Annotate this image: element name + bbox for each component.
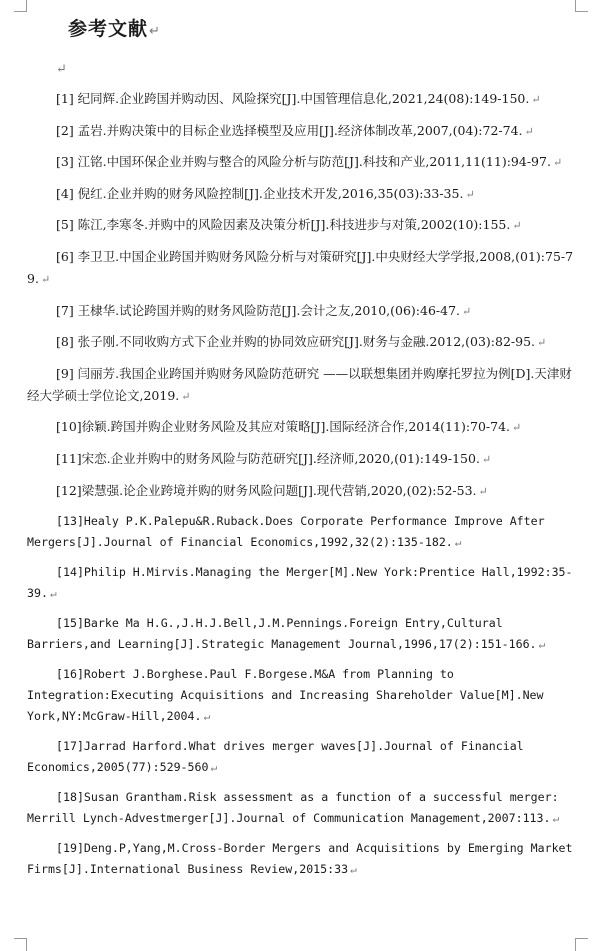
paragraph-mark-icon: ↵: [56, 62, 67, 77]
reference-item-11: [27, 448, 583, 471]
paragraph-mark-icon: ↵: [40, 272, 51, 286]
reference-text: [15]Barke Ma H.G.,J.H.J.Bell,J.M.Pennings.Foreign Entry,Cultural Barriers,and Learning[J].Strategic Management Journal,1996,17(2):151-166.: [27, 616, 537, 652]
reference-item-17: [27, 736, 583, 778]
page-corner-top-right: [575, 0, 588, 12]
reference-text: [14]Philip H.Mirvis.Managing the Merger[M].New York:Prentice Hall,1992:35-39.: [27, 565, 573, 601]
references-title: 参考文献: [68, 18, 149, 40]
paragraph-mark-icon: ↵: [210, 761, 218, 775]
reference-item-7: [27, 300, 583, 323]
reference-text: [7] 王棣华.试论跨国并购的财务风险防范[J].会计之友,2010,(06):46-47.: [56, 302, 461, 318]
reference-item-2: [27, 120, 583, 143]
references-heading: [68, 14, 161, 41]
reference-item-8: [27, 331, 583, 354]
paragraph-mark-icon: ↵: [552, 156, 563, 170]
reference-text: [1] 纪同辉.企业跨国并购动因、风险探究[J].中国管理信息化,2021,24(08):149-150.: [56, 91, 530, 106]
paragraph-mark-icon: ↵: [149, 24, 161, 39]
reference-item-14: [27, 562, 583, 604]
reference-text: [12]梁慧强.论企业跨境并购的财务风险问题[J].现代营销,2020,(02):52-53.: [56, 482, 477, 498]
empty-paragraph: [56, 62, 67, 77]
page-corner-top-left: [14, 0, 27, 12]
paragraph-mark-icon: ↵: [478, 484, 488, 498]
paragraph-mark-icon: ↵: [512, 219, 522, 233]
paragraph-mark-icon: ↵: [538, 638, 546, 652]
reference-text: [16]Robert J.Borghese.Paul F.Borgese.M&A from Planning to Integration:Executing Acquisitions and Increasing Shareholder Value[M].New York,NY:McGraw-Hill,2004.: [27, 667, 544, 724]
page-corner-bottom-right: [575, 938, 588, 951]
reference-item-18: [27, 787, 583, 829]
reference-text: [17]Jarrad Harford.What drives merger waves[J].Journal of Financial Economics,2005(77):529-560: [27, 739, 524, 775]
paragraph-mark-icon: ↵: [350, 863, 357, 877]
reference-text: [9] 闫丽芳.我国企业跨国并购财务风险防范研究 ——以联想集团并购摩托罗拉为例[D].天津财经大学硕士学位论文,2019.: [27, 365, 572, 403]
reference-list: [27, 88, 583, 889]
paragraph-mark-icon: ↵: [524, 124, 534, 138]
paragraph-mark-icon: ↵: [462, 304, 472, 318]
reference-text: [18]Susan Grantham.Risk assessment as a function of a successful merger: Merrill Lynch-Advestmerger[J].Journal of Communication Management,2007:113.: [27, 790, 559, 826]
page-corner-bottom-left: [14, 938, 27, 951]
reference-item-9: [27, 363, 583, 408]
paragraph-mark-icon: ↵: [537, 336, 547, 350]
reference-text: [3] 江铭.中国环保企业并购与整合的风险分析与防范[J].科技和产业,2011,11(11):94-97.: [56, 154, 551, 170]
reference-text: [8] 张子刚.不同收购方式下企业并购的协同效应研究[J].财务与金融.2012,(03):82-95.: [56, 334, 536, 350]
paragraph-mark-icon: ↵: [531, 93, 541, 106]
reference-text: [11]宋恋.企业并购中的财务风险与防范研究[J].经济师,2020,(01):149-150.: [56, 450, 480, 466]
reference-item-13: [27, 511, 583, 553]
reference-text: [19]Deng.P,Yang,M.Cross-Border Mergers and Acquisitions by Emerging Market Firms[J].International Business Review,2015:33: [27, 841, 573, 877]
paragraph-mark-icon: ↵: [454, 536, 462, 550]
reference-item-10: [27, 416, 583, 439]
reference-item-19: [27, 838, 583, 880]
reference-text: [6] 李卫卫.中国企业跨国并购财务风险分析与对策研究[J].中央财经大学学报,2008,(01):75-79.: [27, 248, 574, 286]
paragraph-mark-icon: ↵: [481, 452, 492, 466]
reference-text: [2] 孟岩.并购决策中的目标企业选择模型及应用[J].经济体制改革,2007,(04):72-74.: [56, 122, 523, 138]
reference-item-15: [27, 613, 583, 655]
reference-item-4: [27, 183, 583, 206]
reference-text: [5] 陈江,李寒冬.并购中的风险因素及决策分析[J].科技进步与对策,2002(10):155.: [56, 217, 511, 233]
reference-item-3: [27, 151, 583, 174]
paragraph-mark-icon: ↵: [49, 587, 57, 601]
reference-item-6: [27, 246, 583, 291]
paragraph-mark-icon: ↵: [181, 389, 191, 403]
paragraph-mark-icon: ↵: [203, 710, 211, 724]
reference-text: [13]Healy P.K.Palepu&R.Ruback.Does Corporate Performance Improve After Mergers[J].Journal of Financial Economics,1992,32(2):135-182.: [27, 514, 545, 550]
reference-item-16: [27, 664, 583, 727]
paragraph-mark-icon: ↵: [465, 187, 475, 201]
reference-item-1: [27, 88, 583, 111]
paragraph-mark-icon: ↵: [512, 421, 522, 435]
reference-text: [4] 倪红.企业并购的财务风险控制[J].企业技术开发,2016,35(03):33-35.: [56, 185, 464, 201]
reference-item-5: [27, 214, 583, 237]
reference-item-12: [27, 480, 583, 503]
reference-text: [10]徐颖.跨国并购企业财务风险及其应对策略[J].国际经济合作,2014(11):70-74.: [56, 419, 511, 435]
paragraph-mark-icon: ↵: [552, 812, 560, 826]
